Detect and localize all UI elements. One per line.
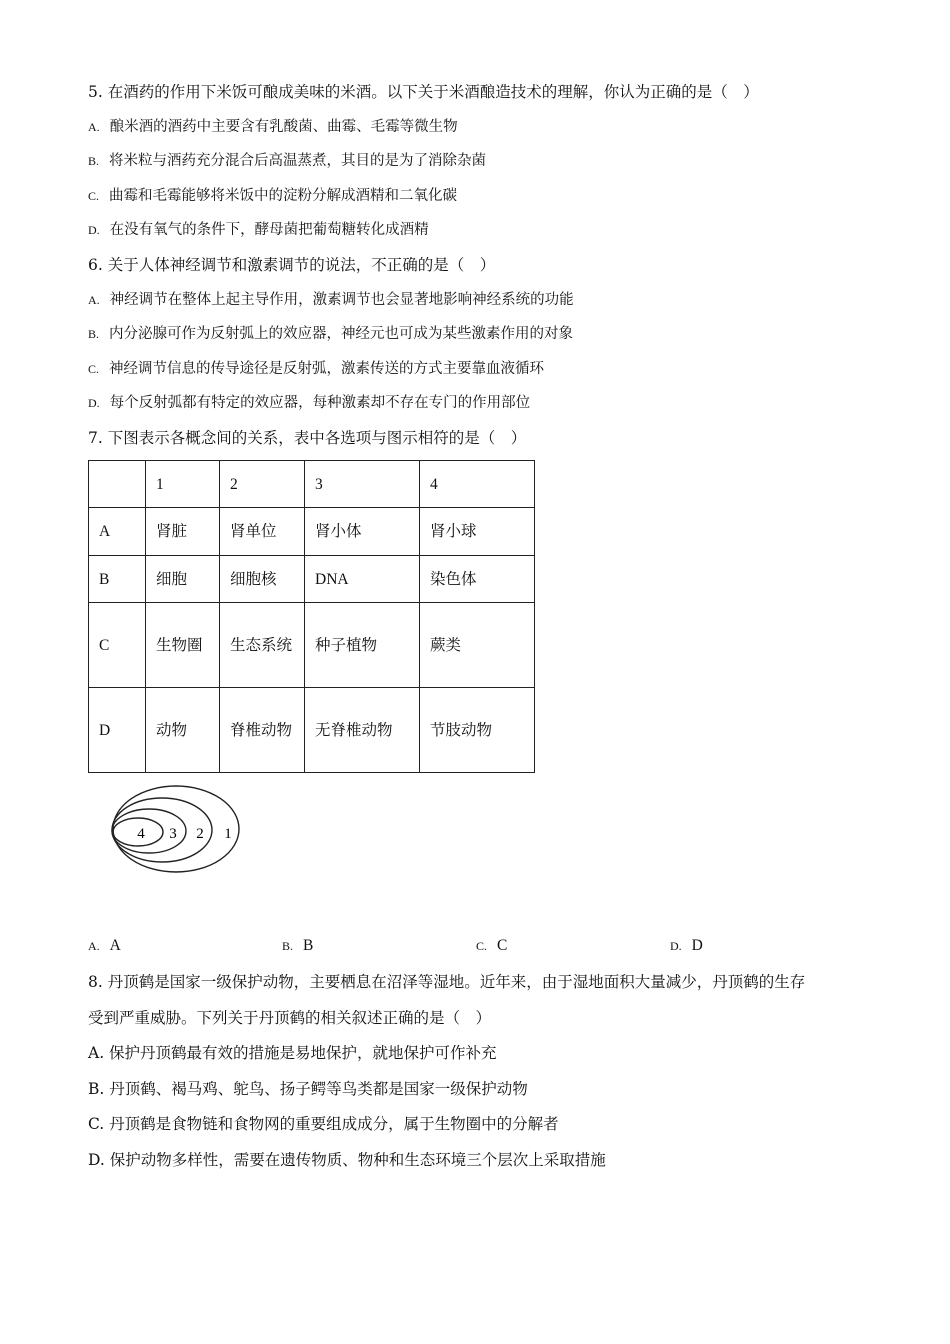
diagram-label-1: 1	[224, 826, 232, 842]
table-header-cell: 4	[420, 461, 535, 508]
table-row	[89, 603, 535, 688]
table-header-cell: 1	[146, 461, 220, 508]
q7-choice-a	[88, 936, 121, 955]
table-cell: 肾单位	[220, 508, 305, 556]
table-cell: 节肢动物	[420, 688, 535, 773]
table-cell: DNA	[305, 556, 420, 603]
q7-choice-b	[282, 936, 313, 955]
q6-option-d	[88, 393, 530, 413]
option-text: 每个反射弧都有特定的效应器，每种激素却不存在专门的作用部位	[109, 395, 531, 411]
table-row	[89, 556, 535, 603]
option-text: 在没有氧气的条件下，酵母菌把葡萄糖转化成酒精	[109, 222, 429, 238]
table-cell: 动物	[146, 688, 220, 773]
q7-choice-c	[476, 936, 507, 955]
table-cell: 肾脏	[146, 508, 220, 556]
diagram-label-3: 3	[169, 826, 177, 842]
option-letter: A.	[88, 293, 100, 307]
table-cell: 种子植物	[305, 603, 420, 688]
table-cell: 细胞	[146, 556, 220, 603]
q5-option-a	[88, 117, 458, 137]
choice-letter: D.	[670, 939, 682, 953]
diagram-label-4: 4	[137, 826, 145, 842]
concept-table	[88, 460, 535, 773]
option-letter: C.	[88, 362, 100, 376]
diagram-label-2: 2	[196, 826, 204, 842]
q5-option-c	[88, 186, 457, 206]
option-text: 将米粒与酒药充分混合后高温蒸煮，其目的是为了消除杂菌	[109, 153, 487, 169]
choice-letter: C.	[476, 939, 488, 953]
option-letter: B.	[88, 154, 100, 168]
option-text: 神经调节在整体上起主导作用，激素调节也会显著地影响神经系统的功能	[109, 292, 574, 308]
q6-option-c	[88, 359, 544, 379]
table-cell: C	[89, 603, 146, 688]
choice-value: C	[497, 937, 508, 954]
option-text: 内分泌腺可作为反射弧上的效应器，神经元也可成为某些激素作用的对象	[109, 326, 574, 342]
q7-choice-d	[670, 936, 703, 955]
option-letter: B.	[88, 327, 100, 341]
q8-option-c: C. 丹顶鹤是食物链和食物网的重要组成成分，属于生物圈中的分解者	[88, 1115, 559, 1133]
option-letter: C.	[88, 189, 100, 203]
table-header-cell: 3	[305, 461, 420, 508]
q5-stem: 5. 在酒药的作用下米饭可酿成美味的米酒。以下关于米酒酿造技术的理解，你认为正确的是（ ）	[88, 83, 759, 101]
table-header-cell	[89, 461, 146, 508]
table-header-cell: 2	[220, 461, 305, 508]
q8-option-a: A. 保护丹顶鹤最有效的措施是易地保护，就地保护可作补充	[88, 1044, 497, 1062]
table-cell: 肾小体	[305, 508, 420, 556]
table-cell: 细胞核	[220, 556, 305, 603]
choice-value: B	[303, 937, 314, 954]
choice-value: A	[109, 937, 121, 954]
table-cell: B	[89, 556, 146, 603]
choice-letter: B.	[282, 939, 294, 953]
q6-option-a	[88, 290, 574, 310]
option-text: 酿米酒的酒药中主要含有乳酸菌、曲霉、毛霉等微生物	[109, 119, 458, 135]
q8-stem-line-1: 8. 丹顶鹤是国家一级保护动物，主要栖息在沼泽等湿地。近年来，由于湿地面积大量减少，丹顶鹤的生存	[88, 973, 806, 991]
option-letter: D.	[88, 223, 100, 237]
table-row	[89, 688, 535, 773]
nested-concept-diagram	[108, 782, 248, 878]
table-cell: 染色体	[420, 556, 535, 603]
q6-stem: 6. 关于人体神经调节和激素调节的说法，不正确的是（ ）	[88, 256, 496, 274]
q7-stem: 7. 下图表示各概念间的关系，表中各选项与图示相符的是（ ）	[88, 429, 527, 447]
table-header-row	[89, 461, 535, 508]
q8-option-b: B. 丹顶鹤、褐马鸡、鸵鸟、扬子鳄等鸟类都是国家一级保护动物	[88, 1080, 528, 1098]
table-row	[89, 508, 535, 556]
q6-option-b	[88, 324, 573, 344]
q8-option-d: D. 保护动物多样性，需要在遗传物质、物种和生态环境三个层次上采取措施	[88, 1151, 606, 1169]
table-cell: 生态系统	[220, 603, 305, 688]
q5-option-d	[88, 220, 429, 240]
table-cell: 蕨类	[420, 603, 535, 688]
table-cell: D	[89, 688, 146, 773]
q5-option-b	[88, 151, 486, 171]
choice-value: D	[691, 937, 703, 954]
table-cell: 肾小球	[420, 508, 535, 556]
option-letter: A.	[88, 120, 100, 134]
option-text: 神经调节信息的传导途径是反射弧，激素传送的方式主要靠血液循环	[109, 361, 545, 377]
option-text: 曲霉和毛霉能够将米饭中的淀粉分解成酒精和二氧化碳	[109, 188, 458, 204]
table-cell: 脊椎动物	[220, 688, 305, 773]
table-cell: 生物圈	[146, 603, 220, 688]
table-cell: A	[89, 508, 146, 556]
option-letter: D.	[88, 396, 100, 410]
table-cell: 无脊椎动物	[305, 688, 420, 773]
q8-stem-line-2: 受到严重威胁。下列关于丹顶鹤的相关叙述正确的是（ ）	[88, 1009, 492, 1027]
choice-letter: A.	[88, 939, 100, 953]
